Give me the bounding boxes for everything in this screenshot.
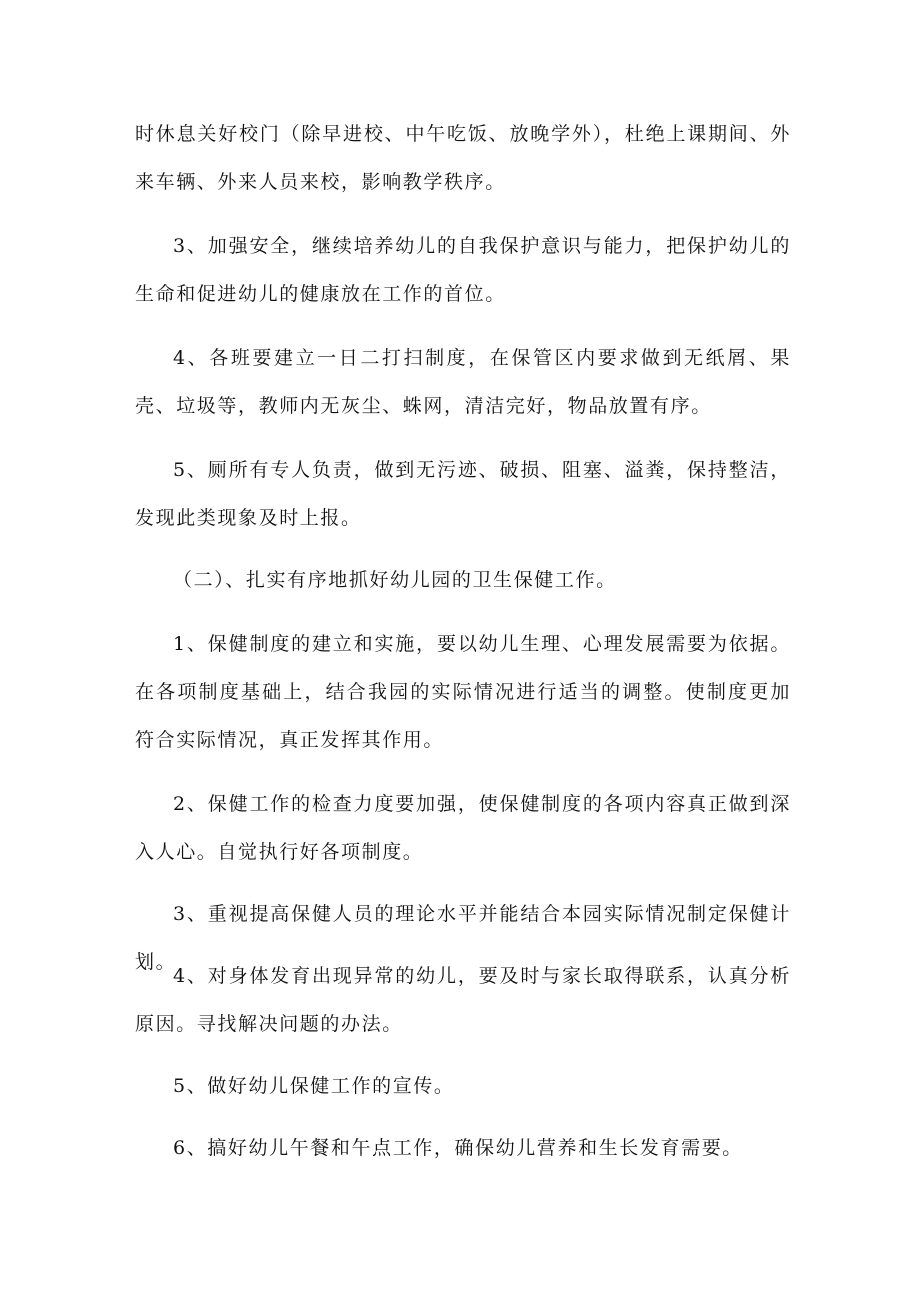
section-heading-health: （二）、扎实有序地抓好幼儿园的卫生保健工作。	[173, 569, 617, 591]
paragraph-item-4-cleaning: 4、各班要建立一日二打扫制度，在保管区内要求做到无纸屑、果壳、垃圾等，教师内无灰尘、蛛网，清洁完好，物品放置有序。	[135, 347, 791, 417]
paragraph-item-2-inspection: 2、保健工作的检查力度要加强，使保健制度的各项内容真正做到深入人心。自觉执行好各项制度。	[135, 793, 791, 863]
paragraph-item-3-safety: 3、加强安全，继续培养幼儿的自我保护意识与能力，把保护幼儿的生命和促进幼儿的健康放在工作的首位。	[135, 235, 791, 305]
paragraph-item-5-toilets: 5、厕所有专人负责，做到无污迹、破损、阻塞、溢粪，保持整洁，发现此类现象及时上报。	[135, 459, 791, 529]
paragraph-item-4-development: 4、对身体发育出现异常的幼儿，要及时与家长取得联系，认真分析原因。寻找解决问题的办法。	[135, 965, 791, 1035]
paragraph-item-6-meals: 6、搞好幼儿午餐和午点工作，确保幼儿营养和生长发育需要。	[173, 1137, 743, 1159]
paragraph-continuation: 时休息关好校门（除早进校、中午吃饭、放晚学外），杜绝上课期间、外来车辆、外来人员来校，影响教学秩序。	[135, 123, 791, 193]
paragraph-item-5-publicity: 5、做好幼儿保健工作的宣传。	[173, 1075, 455, 1097]
paragraph-item-3-staff: 3、重视提高保健人员的理论水平并能结合本园实际情况制定保健计划。	[135, 903, 791, 973]
paragraph-item-1-system: 1、保健制度的建立和实施，要以幼儿生理、心理发展需要为依据。在各项制度基础上，结合我园的实际情况进行适当的调整。使制度更加符合实际情况，真正发挥其作用。	[135, 633, 791, 751]
